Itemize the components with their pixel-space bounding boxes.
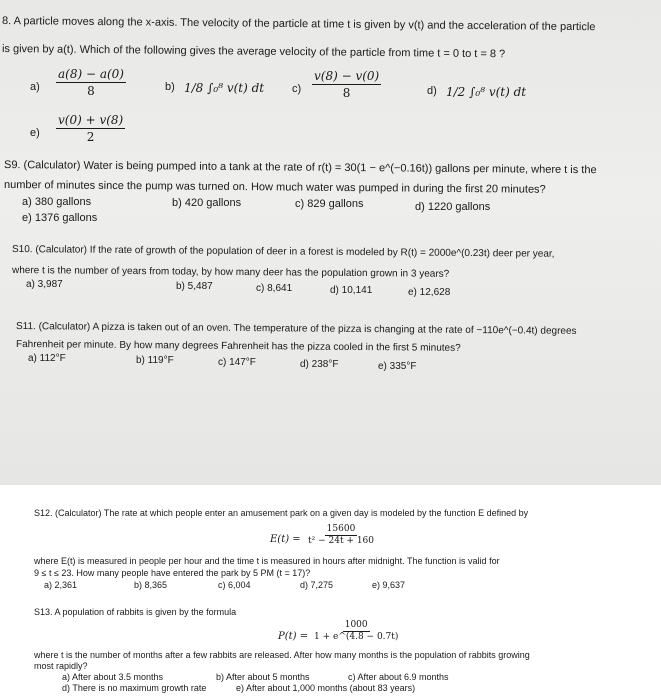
s10-prompt-line1: S10. (Calculator) If the rate of growth of the population of deer in a forest is modeled by R(t) = 2000e^(0.23t) deer per year,: [11, 244, 555, 260]
q8-option-e-numerator: v(0) + v(8): [58, 113, 124, 127]
q8-option-e-denominator: 2: [86, 130, 95, 144]
s9-option-b: b) 420 gallons: [172, 197, 242, 209]
s13-function-fraction: [314, 621, 398, 642]
s11-option-a: a) 112°F: [28, 353, 66, 364]
s13-prompt-line1: S13. A population of rabbits is given by the formula: [34, 607, 237, 617]
s12-prompt-line2: where E(t) is measured in people per hour and the time t is measured in hours after midnight. The function is valid for: [34, 556, 500, 566]
s11-option-b: b) 119°F: [136, 355, 174, 366]
s11-option-e: e) 335°F: [378, 361, 417, 372]
s13-function-lhs: P(t) =: [278, 631, 309, 642]
s12-option-c: c) 6,004: [218, 580, 251, 590]
s11-prompt-line2: Fahrenheit per minute. By how many degrees Fahrenheit has the pizza cooled in the first 5 minutes?: [15, 339, 461, 354]
s13-prompt-line2: where t is the number of months after a few rabbits are released. After how many months is the population of rabbits growing: [34, 650, 530, 660]
s13-function-denominator: 1 + e^(4.8 − 0.7t): [314, 632, 399, 642]
s9-prompt-line1: S9. (Calculator) Water is being pumped into a tank at the rate of r(t) = 30(1 − e^(−0.16t)) gallons per minute, where t is the: [3, 159, 597, 177]
s10-option-a: a) 3,987: [26, 279, 63, 290]
q8-prompt-line2: is given by a(t). Which of the following gives the average velocity of the particle from time t = 0 to t = 8 ?: [1, 43, 506, 61]
s12-function-lhs: E(t) =: [270, 534, 301, 545]
s9-option-c: c) 829 gallons: [295, 198, 364, 210]
s12-option-a: a) 2,361: [44, 580, 78, 590]
q8-option-c-numerator: v(8) − v(0): [314, 69, 380, 83]
q8-option-c-label: c): [292, 83, 302, 95]
q8-option-a-label: a): [30, 81, 40, 93]
q8-option-a-denominator: 8: [87, 84, 95, 98]
s9-option-a: a) 380 gallons: [22, 196, 92, 208]
scanned-worksheet: [0, 485, 661, 700]
q8-option-e: [56, 114, 125, 143]
s13-prompt-line3: most rapidly?: [34, 661, 88, 671]
s12-function-numerator: 15600: [326, 524, 356, 534]
s11-prompt-line1: S11. (Calculator) A pizza is taken out of an oven. The temperature of the pizza is changing at the rate of −110e^(−0.4t) degrees: [15, 321, 577, 337]
s10-option-e: e) 12,628: [408, 287, 451, 298]
s12-prompt-line1: S12. (Calculator) The rate at which people enter an amusement park on a given day is modeled by the function E defined by: [34, 508, 529, 518]
s13-option-b: b) After about 5 months: [216, 672, 310, 682]
s13-option-a: a) After about 3.5 months: [62, 672, 164, 682]
s13-function-numerator: 1000: [344, 620, 368, 630]
q8-option-b: 1/8 ∫₀⁸ v(t) dt: [184, 81, 265, 95]
q8-option-d-label: d): [427, 85, 437, 97]
s13-option-d: d) There is no maximum growth rate: [62, 683, 207, 693]
s12-option-d: d) 7,275: [300, 580, 334, 590]
s11-option-d: d) 238°F: [300, 359, 339, 370]
s12-option-e: e) 9,637: [372, 580, 406, 590]
s10-option-b: b) 5,487: [176, 281, 213, 292]
s11-option-c: c) 147°F: [218, 357, 256, 368]
q8-option-e-label: e): [30, 127, 40, 139]
q8-option-b-label: b): [165, 81, 175, 93]
q8-prompt-line1: 8. A particle moves along the x-axis. The velocity of the particle at time t is given by v(t) and the acceleration of the particle: [1, 15, 596, 34]
s10-option-d: d) 10,141: [330, 285, 373, 296]
s9-prompt-line2: number of minutes since the pump was turned on. How much water was pumped in during the first 20 minutes?: [3, 179, 546, 196]
s10-prompt-line2: where t is the number of years from today, by how many deer has the population grown in 3 years?: [11, 265, 450, 280]
s9-option-e: e) 1376 gallons: [22, 212, 98, 224]
s9-option-d: d) 1220 gallons: [415, 201, 491, 213]
s12-function-denominator: t² − 24t + 160: [308, 536, 374, 546]
s13-option-e: e) After about 1,000 months (about 83 years): [236, 683, 416, 693]
s12-prompt-line3: 9 ≤ t ≤ 23. How many people have entered the park by 5 PM (t = 17)?: [34, 568, 311, 578]
q8-option-c-denominator: 8: [342, 86, 351, 100]
q8-option-a-numerator: a(8) − a(0): [58, 67, 124, 81]
s13-option-c: c) After about 6.9 months: [348, 672, 449, 682]
s10-option-c: c) 8,641: [256, 283, 293, 294]
s12-function-fraction: [308, 525, 374, 546]
q8-option-c: [312, 70, 381, 99]
q8-option-d: 1/2 ∫₀⁸ v(t) dt: [446, 85, 527, 99]
q8-option-a: [56, 68, 126, 97]
s12-option-b: b) 8,365: [134, 580, 168, 590]
